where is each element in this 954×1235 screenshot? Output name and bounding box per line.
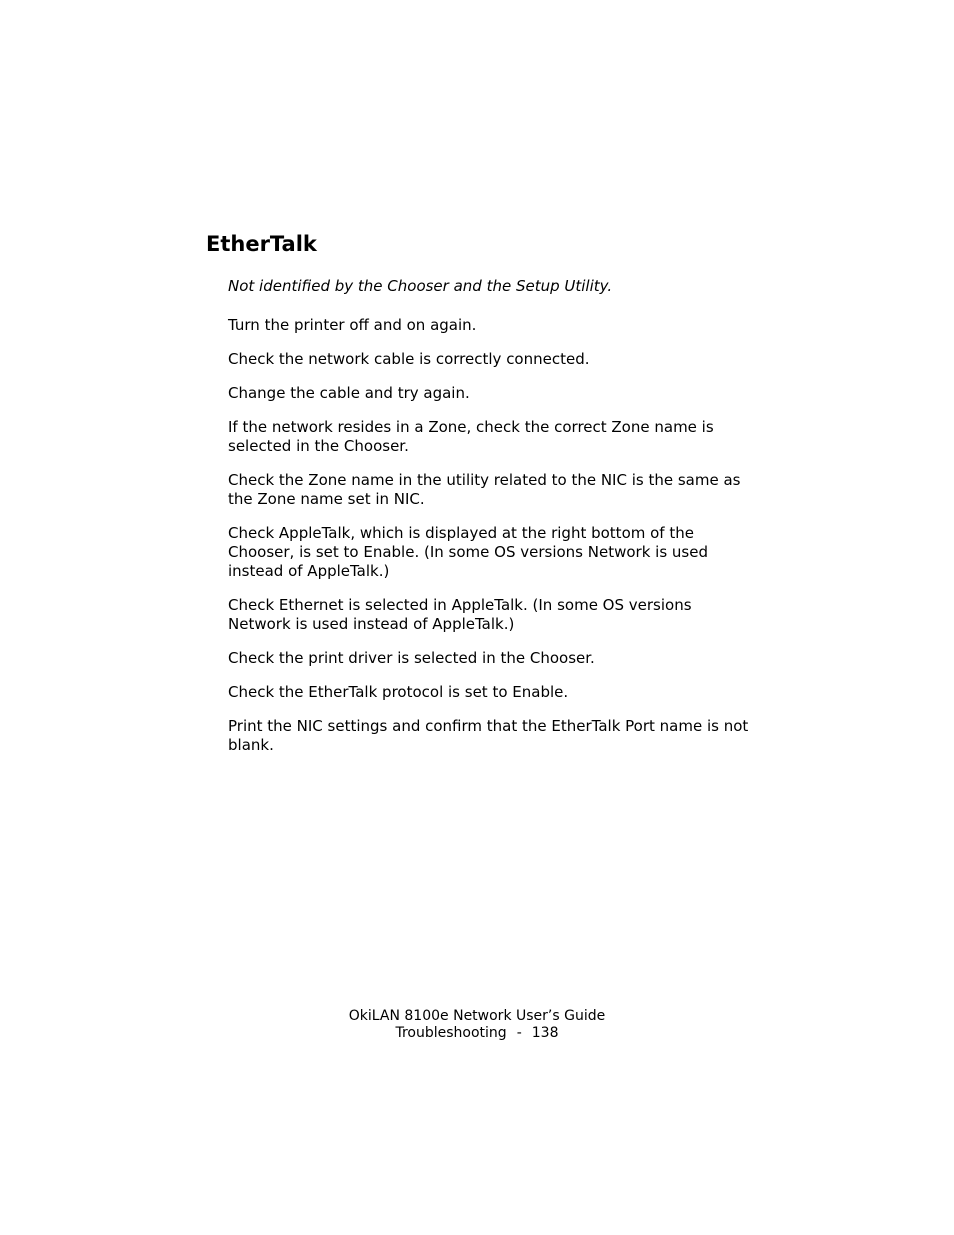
step-paragraph: Check the network cable is correctly connected. [228, 350, 590, 368]
section-body [228, 277, 758, 770]
step-paragraph: Check the Zone name in the utility related to the NIC is the same as the Zone name set in NIC. [228, 471, 741, 508]
step-paragraph: Turn the printer off and on again. [228, 316, 477, 334]
step-paragraph: Change the cable and try again. [228, 384, 470, 402]
problem-statement: Not identified by the Chooser and the Setup Utility. [228, 277, 613, 295]
footer-separator: - [516, 1025, 522, 1041]
step-paragraph: Check AppleTalk, which is displayed at the right bottom of the Chooser, is set to Enable. (In some OS versions Network is used instead of AppleTalk.) [228, 524, 708, 580]
footer-chapter-line [0, 1025, 954, 1042]
step-paragraph: Check Ethernet is selected in AppleTalk. (In some OS versions Network is used instead of AppleTalk.) [228, 596, 692, 633]
footer-guide-title: OkiLAN 8100e Network User’s Guide [348, 1008, 606, 1024]
section-heading: EtherTalk [206, 232, 317, 256]
step-paragraph: Print the NIC settings and confirm that the EtherTalk Port name is not blank. [228, 717, 749, 754]
step-paragraph: Check the print driver is selected in the Chooser. [228, 649, 595, 667]
footer-chapter: Troubleshooting [395, 1025, 507, 1041]
step-paragraph: Check the EtherTalk protocol is set to Enable. [228, 683, 569, 701]
page-footer [0, 1008, 954, 1042]
step-paragraph: If the network resides in a Zone, check the correct Zone name is selected in the Chooser. [228, 418, 714, 455]
footer-page-number: 138 [531, 1025, 559, 1041]
